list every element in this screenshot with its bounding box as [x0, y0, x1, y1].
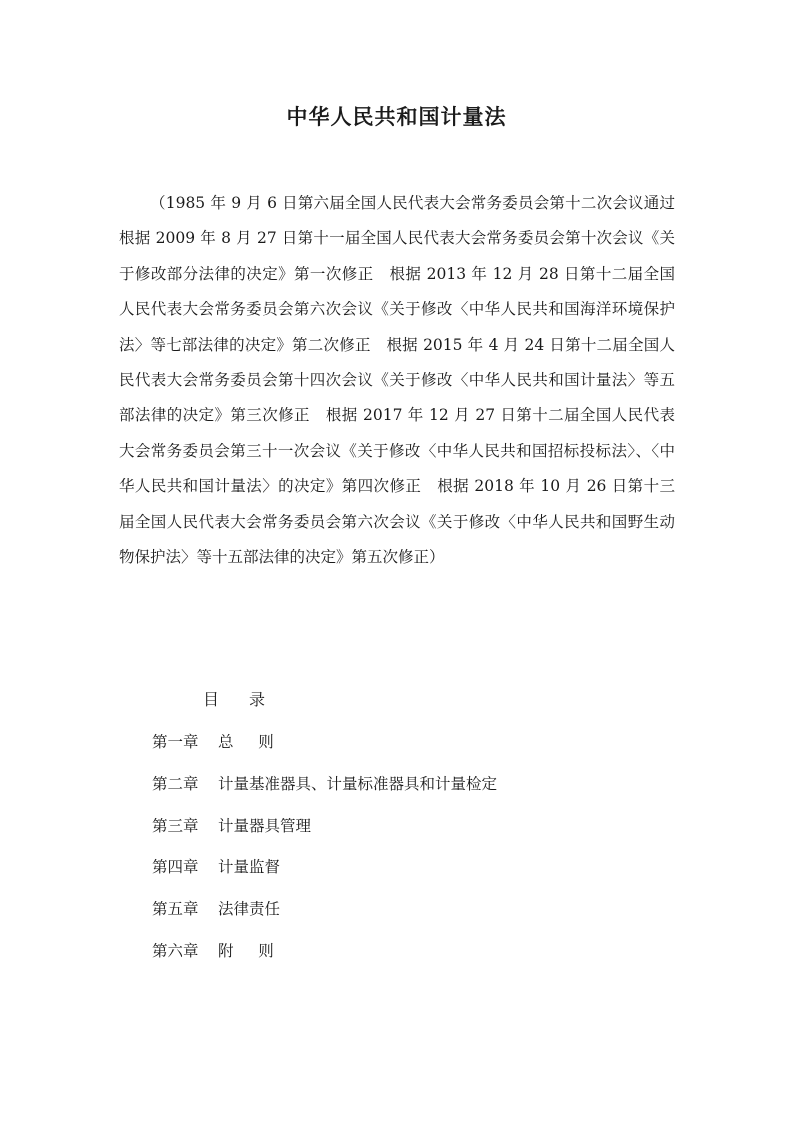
chapter-name: 总则 — [218, 733, 299, 751]
chapter-name: 计量器具管理 — [218, 816, 312, 835]
amendment-history-paragraph: （1985 年 9 月 6 日第六届全国人民代表大会常务委员会第十二次会议通过 根据 2009 年 8 月 27 日第十一届全国人民代表大会常务委员会第十次会议《关于修改部分法律的决定》第一次修正 根据 2013 年 12 月 28 日第十二届全国人民代表大会常务委员会第六次会议《关于修改〈中华人民共和国海洋环境保护法〉等七部法律的决定》第二次修正 根据 2015 年 4 月 24 日第十二届全国人民代表大会常务委员会第十四次会议《关于修改〈中华人民共和国计量法〉等五部法律的决定》第三次修正 根据 2017 年 12 月 27 日第十二届全国人民代表大会常务委员会第三十一次会议《关于修改〈中华人民共和国招标投标法〉、〈中华人民共和国计量法〉的决定》第四次修正 根据 2018 年 10 月 26 日第十三届全国人民代表大会常务委员会第六次会议《关于修改〈中华人民共和国野生动物保护法〉等十五部法律的决定》第五次修正） — [119, 194, 691, 567]
chapter-number: 第二章 — [152, 774, 199, 793]
toc-item-chapter-5 — [152, 889, 497, 931]
toc-item-chapter-4 — [152, 847, 497, 889]
chapter-number: 第五章 — [152, 900, 199, 919]
toc-item-chapter-6 — [152, 931, 497, 973]
chapter-number: 第一章 — [152, 733, 199, 751]
chapter-name: 附则 — [218, 941, 299, 960]
toc-item-chapter-1 — [152, 722, 497, 764]
document-title: 中华人民共和国计量法 — [286, 104, 507, 129]
toc-list — [152, 722, 497, 973]
toc-item-chapter-3 — [152, 806, 497, 848]
chapter-number: 第三章 — [152, 816, 199, 835]
chapter-name: 法律责任 — [218, 900, 281, 919]
chapter-number: 第四章 — [152, 858, 199, 877]
chapter-number: 第六章 — [152, 941, 199, 960]
toc-heading: 目录 — [203, 690, 296, 709]
chapter-name: 计量监督 — [218, 858, 281, 877]
toc-item-chapter-2 — [152, 764, 497, 806]
chapter-name: 计量基准器具、计量标准器具和计量检定 — [218, 774, 498, 793]
